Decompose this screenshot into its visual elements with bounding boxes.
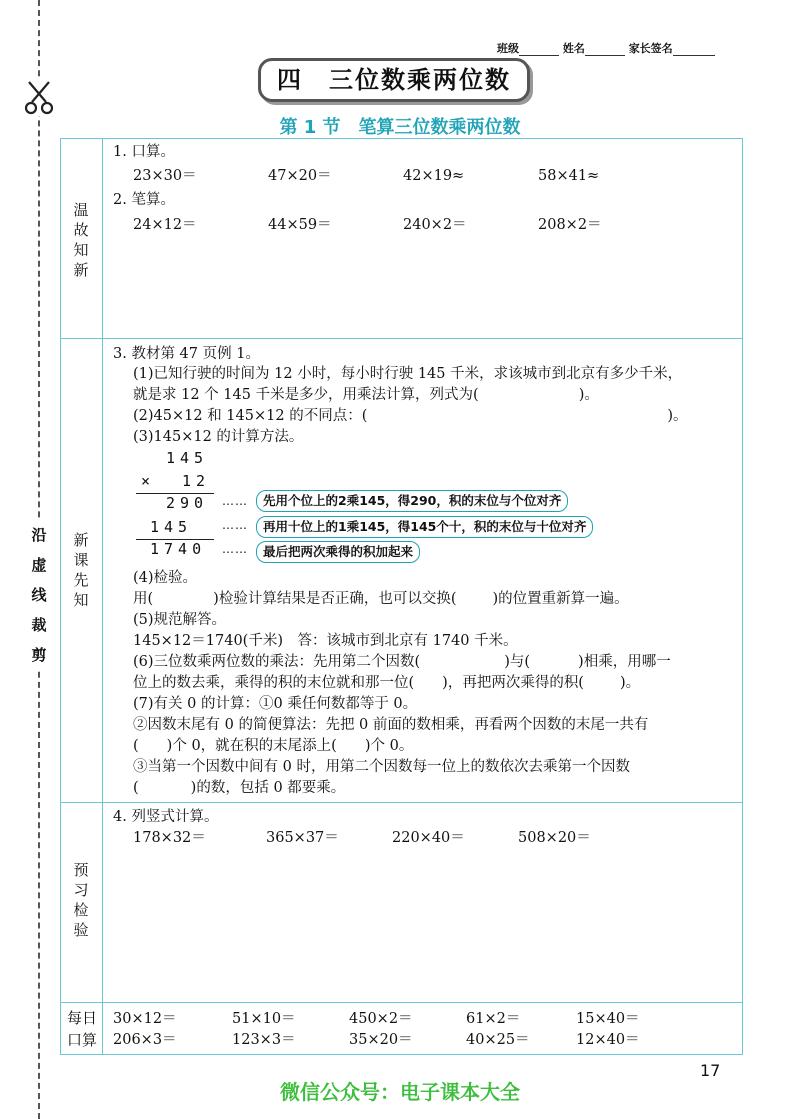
q3-part3: (3)145×12 的计算方法。: [133, 429, 304, 445]
q3-part7e: ( )的数，包括 0 都要乘。: [133, 780, 346, 796]
parent-sign-label: 家长签名: [628, 42, 673, 55]
q4-item: 365×37＝: [266, 830, 339, 846]
q3-part6a: (6)三位数乘两位数的乘法：先用第二个因数( )与( )相乘，用哪一: [133, 654, 671, 670]
daily-item: 30×12＝: [113, 1011, 177, 1027]
daily-item: 450×2＝: [349, 1011, 413, 1027]
q1-item: 42×19≈: [403, 168, 465, 184]
q1-item: 58×41≈: [538, 168, 600, 184]
section-label-oral: 口算: [66, 1031, 97, 1049]
header-fields: [497, 40, 715, 56]
q4-item: 178×32＝: [133, 830, 206, 846]
q3-part7a: (7)有关 0 的计算：①0 乘任何数都等于 0。: [133, 696, 418, 712]
q1-item: 23×30＝: [133, 168, 197, 184]
section-label-daily: 每日: [66, 1009, 97, 1027]
q2-item: 44×59＝: [268, 217, 332, 233]
q3-part5: (5)规范解答。: [133, 612, 227, 628]
q4-item: 220×40＝: [392, 830, 465, 846]
q1-item: 47×20＝: [268, 168, 332, 184]
section-title: 第 1 节 笔算三位数乘两位数: [279, 117, 521, 138]
q2-item: 24×12＝: [133, 217, 197, 233]
q3-title: 3. 教材第 47 页例 1。: [113, 346, 260, 362]
chapter-title: 四 三位数乘两位数: [258, 58, 530, 102]
page-number: 17: [700, 1061, 721, 1080]
vertical-row-partial1: 290: [166, 494, 209, 512]
name-line[interactable]: [585, 55, 625, 56]
q3-part5b: 145×12＝1740(千米) 答：该城市到北京有 1740 千米。: [133, 633, 518, 649]
scissors-icon: [22, 80, 56, 116]
row-divider: [60, 802, 743, 803]
q1-title: 1. 口算。: [113, 144, 175, 160]
q2-item: 240×2＝: [403, 217, 467, 233]
daily-item: 12×40＝: [576, 1032, 640, 1048]
daily-item: 61×2＝: [466, 1011, 521, 1027]
daily-item: 206×3＝: [113, 1032, 177, 1048]
vertical-row-product: 1740: [150, 540, 207, 558]
vertical-row-multiplicand: 145: [166, 449, 209, 467]
method-note-2: 再用十位上的1乘145，得145个十，积的末位与十位对齐: [256, 516, 593, 538]
daily-item: 123×3＝: [232, 1032, 296, 1048]
method-note-1: 先用个位上的2乘145，得290，积的末位与个位对齐: [256, 490, 568, 512]
q3-part4b: 用( )检验计算结果是否正确，也可以交换( )的位置重新算一遍。: [133, 591, 629, 607]
leader-dots: ……: [222, 494, 248, 508]
cut-instruction: 沿虚线裁剪: [28, 520, 50, 670]
leader-dots: ……: [222, 542, 248, 556]
class-line[interactable]: [519, 55, 559, 56]
q3-part6b: 位上的数去乘，乘得的积的末位就和那一位( )，再把两次乘得的积( )。: [133, 675, 641, 691]
q3-part1b: 就是求 12 个 145 千米是多少，用乘法计算，列式为( )。: [133, 387, 599, 403]
label-column-divider: [102, 138, 103, 1055]
vertical-row-partial2: 145: [150, 518, 193, 536]
row-divider: [60, 1002, 743, 1003]
q3-part1: (1)已知行驶的时间为 12 小时，每小时行驶 145 千米，求该城市到北京有多少千米，: [133, 366, 683, 382]
q3-part2: (2)45×12 和 145×12 的不同点：( )。: [133, 408, 688, 424]
daily-item: 35×20＝: [349, 1032, 413, 1048]
section-label-preview: 预习检验: [73, 861, 89, 939]
multiply-sign: ×: [141, 472, 156, 490]
daily-item: 40×25＝: [466, 1032, 530, 1048]
method-note-3: 最后把两次乘得的积加起来: [256, 541, 420, 563]
q4-item: 508×20＝: [518, 830, 591, 846]
section-label-review: 温故知新: [73, 201, 89, 279]
leader-dots: ……: [222, 518, 248, 532]
q3-part4: (4)检验。: [133, 570, 198, 586]
class-label: 班级: [497, 42, 519, 55]
vertical-row-multiplier: 12: [182, 472, 211, 490]
q3-part7d: ③当第一个因数中间有 0 时，用第二个因数每一位上的数依次去乘第一个因数: [133, 759, 630, 775]
q4-title: 4. 列竖式计算。: [113, 809, 219, 825]
daily-item: 15×40＝: [576, 1011, 640, 1027]
parent-sign-line[interactable]: [673, 55, 715, 56]
q3-part7b: ②因数末尾有 0 的简便算法：先把 0 前面的数相乘，再看两个因数的末尾一共有: [133, 717, 649, 733]
section-label-new-lesson: 新课先知: [73, 531, 89, 609]
q2-item: 208×2＝: [538, 217, 602, 233]
row-divider: [60, 338, 743, 339]
footer-watermark: 微信公众号：电子课本大全: [280, 1080, 520, 1104]
q3-part7c: ( )个 0，就在积的末尾添上( )个 0。: [133, 738, 414, 754]
daily-item: 51×10＝: [232, 1011, 296, 1027]
name-label: 姓名: [562, 42, 585, 55]
q2-title: 2. 笔算。: [113, 192, 175, 208]
